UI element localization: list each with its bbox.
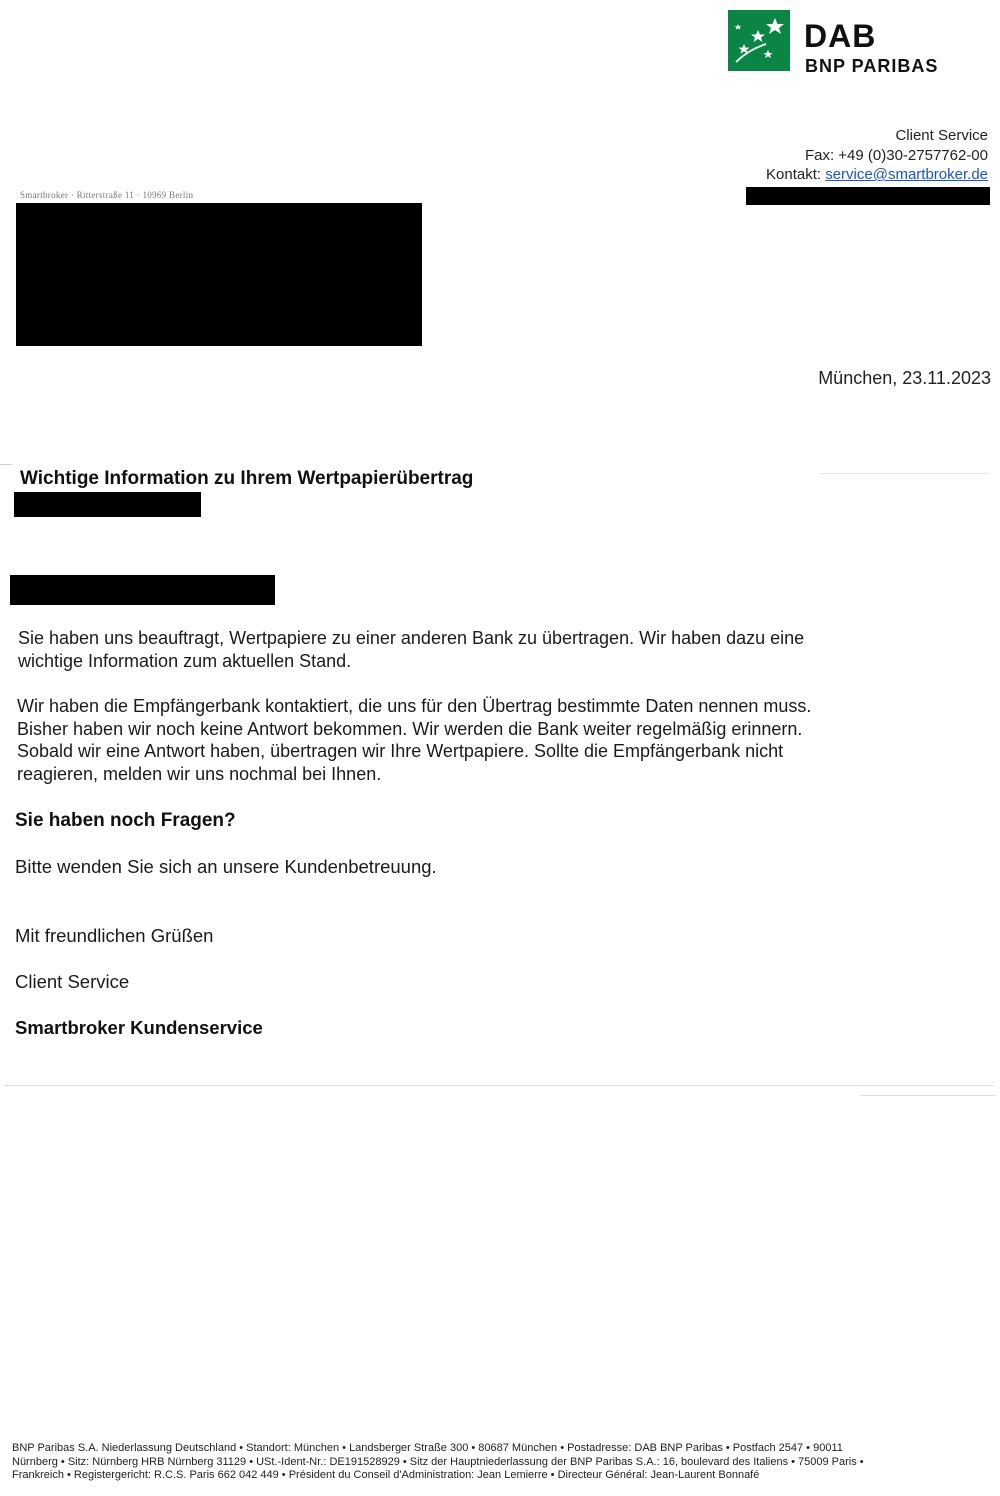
logo-subtitle: BNP PARIBAS <box>805 56 939 76</box>
redacted-salutation <box>10 575 275 605</box>
closing-greeting: Mit freundlichen Grüßen <box>15 925 214 946</box>
scan-artifact-line <box>4 1085 994 1086</box>
letter-subject: Wichtige Information zu Ihrem Wertpapierübertrag <box>20 468 474 489</box>
questions-text: Bitte wenden Sie sich an unsere Kundenbetreuung. <box>15 856 437 877</box>
paragraph-line: Sobald wir eine Antwort haben, übertragen wir Ihre Wertpapiere. Sollte die Empfängerbank nicht <box>17 741 784 761</box>
sender-return-address: Smartbroker · Ritterstraße 11 · 10969 Berlin <box>20 190 194 200</box>
paragraph-line: Sie haben uns beauftragt, Wertpapiere zu einer anderen Bank zu übertragen. Wir haben dazu eine <box>18 628 805 648</box>
footer-line: Nürnberg • Sitz: Nürnberg HRB Nürnberg 31129 • USt.-Ident-Nr.: DE191528929 • Sitz der Hauptniederlassung der BNP Paribas S.A.: 16, boulevard des Italiens • 75009 Paris • <box>12 1455 864 1468</box>
contact-email-link[interactable]: service@smartbroker.de <box>825 166 988 183</box>
legal-footer <box>12 1442 972 1483</box>
signature-team: Smartbroker Kundenservice <box>15 1017 263 1038</box>
paragraph-status <box>17 695 917 785</box>
bnp-stars-logo-icon <box>728 10 790 71</box>
paragraph-line: Bisher haben wir noch keine Antwort bekommen. Wir werden die Bank weiter regelmäßig erinnern. <box>17 718 803 739</box>
logo-name: DAB <box>804 18 877 54</box>
paragraph-line: reagieren, melden wir uns nochmal bei Ihnen. <box>17 763 382 784</box>
paragraph-line: Wir haben die Empfängerbank kontaktiert, die uns für den Übertrag bestimmte Daten nennen muss. <box>17 696 812 716</box>
redacted-recipient-address <box>16 203 422 346</box>
redaction-bar <box>746 187 990 205</box>
scan-artifact-line <box>820 473 990 474</box>
contact-department: Client Service <box>895 127 988 144</box>
contact-fax: Fax: +49 (0)30-2757762-00 <box>804 146 988 164</box>
scan-artifact-line <box>860 1095 996 1096</box>
paragraph-line: wichtige Information zum aktuellen Stand. <box>18 650 352 671</box>
footer-line: Frankreich • Registergericht: R.C.S. Paris 662 042 449 • Président du Conseil d'Administration: Jean Lemierre • Directeur Général: Jean-Laurent Bonnafé <box>12 1469 760 1481</box>
contact-block <box>766 126 988 185</box>
letter-date: München, 23.11.2023 <box>818 368 991 388</box>
footer-line: BNP Paribas S.A. Niederlassung Deutschland • Standort: München • Landsberger Straße 300 • 80687 München • Postadresse: DAB BNP Paribas • Postfach 2547 • 90011 <box>12 1442 843 1454</box>
contact-email-row <box>766 165 988 185</box>
questions-heading: Sie haben noch Fragen? <box>15 810 236 831</box>
scan-artifact-line <box>0 464 12 465</box>
signature-department: Client Service <box>15 971 130 992</box>
dab-bnp-paribas-logo <box>728 10 958 74</box>
contact-email-label: Kontakt: <box>766 166 822 183</box>
redaction-bar <box>14 492 201 517</box>
paragraph-intro <box>18 627 918 672</box>
